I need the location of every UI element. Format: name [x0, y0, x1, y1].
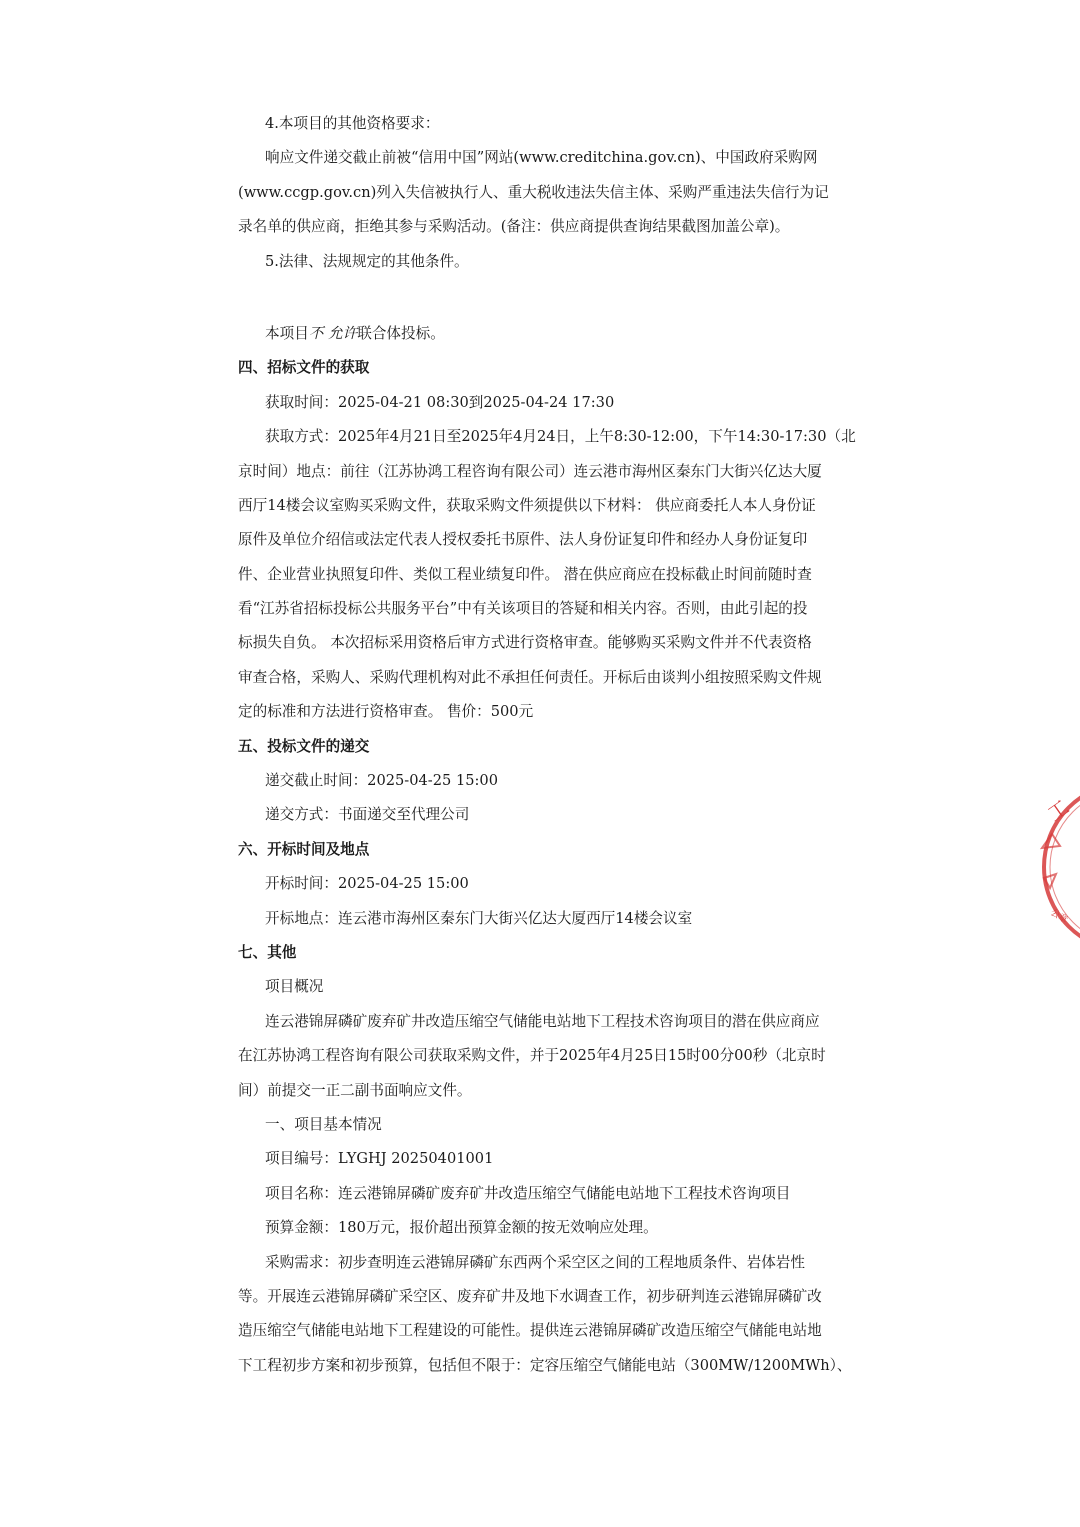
needs-line: 采购需求：初步查明连云港锦屏磷矿东西两个采空区之间的工程地质条件、岩体岩性: [265, 1253, 805, 1271]
acquire-line: 审查合格，采购人、采购代理机构对此不承担任何责任。开标后由谈判小组按照采购文件规: [238, 668, 822, 686]
section-7-title: 七、其他: [238, 943, 297, 961]
open-time: 开标时间：2025-04-25 15:00: [265, 875, 469, 893]
acquire-line: 看“江苏省招标投标公共服务平台”中有关该项目的答疑和相关内容。否则，由此引起的投: [238, 600, 808, 618]
overview-paragraph: [238, 1005, 850, 1108]
acquire-line: 西厅14楼会议室购买采购文件，获取采购文件须提供以下材料： 供应商委托人本人身份证: [238, 496, 816, 514]
budget-amount: 预算金额：180万元，报价超出预算金额的按无效响应处理。: [265, 1219, 658, 1237]
section-5-title: 五、投标文件的递交: [238, 737, 370, 755]
needs-paragraph: [238, 1246, 850, 1384]
req4-line: (www.ccgp.gov.cn)列入失信被执行人、重大税收违法失信主体、采购严重违法失信行为记: [238, 183, 829, 201]
section-4-title: 四、招标文件的获取: [238, 359, 370, 377]
needs-line: 等。开展连云港锦屏磷矿采空区、废弃矿井及地下水调查工作，初步研判连云港锦屏磷矿改: [238, 1287, 822, 1305]
joint-bid-text: [238, 317, 850, 351]
needs-line: 造压缩空气储能电站地下工程建设的可能性。提供连云港锦屏磷矿改造压缩空气储能电站地: [238, 1322, 822, 1340]
spacer: [238, 279, 850, 317]
needs-line: 下工程初步方案和初步预算，包括但不限于：定容压缩空气储能电站（300MW/1200MWh）、: [238, 1356, 852, 1374]
seal-char: 公章: [1048, 907, 1070, 926]
overview-title: 项目概况: [265, 978, 324, 996]
acquire-method-paragraph: [238, 420, 856, 730]
section-6-title: 六、开标时间及地点: [238, 840, 370, 858]
seal-char: 工: [1043, 794, 1074, 827]
document-page: [238, 107, 856, 1383]
seal-graphic: [1036, 778, 1080, 956]
project-number: 项目编号：LYGHJ 20250401001: [265, 1150, 494, 1168]
submit-method: 递交方式：书面递交至代理公司: [265, 806, 470, 824]
req4-line: 响应文件递交截止前被“信用中国”网站(www.creditchina.gov.cn)、中国政府采购网: [265, 149, 818, 167]
req5-text: 5.法律、法规规定的其他条件。: [265, 252, 469, 270]
req4-line: 录名单的供应商，拒绝其参与采购活动。(备注：供应商提供查询结果截图加盖公章)。: [238, 218, 790, 236]
project-name: 项目名称：连云港锦屏磷矿废弃矿井改造压缩空气储能电站地下工程技术咨询项目: [265, 1184, 791, 1202]
acquire-line: 标损失自负。 本次招标采用资格后审方式进行资格审查。能够购买采购文件并不代表资格: [238, 634, 812, 652]
acquire-line: 京时间）地点：前往（江苏协鸿工程咨询有限公司）连云港市海州区秦东门大街兴亿达大厦: [238, 462, 822, 480]
overview-line: 间）前提交一正二副书面响应文件。: [238, 1081, 472, 1099]
acquire-line: 获取方式：2025年4月21日至2025年4月24日，上午8:30-12:00，下午14:30-17:30（北: [265, 428, 856, 446]
official-seal: [1036, 778, 1080, 956]
submit-deadline: 递交截止时间：2025-04-25 15:00: [265, 772, 498, 790]
overview-line: 在江苏协鸿工程咨询有限公司获取采购文件，并于2025年4月25日15时00分00秒（北京时: [238, 1047, 826, 1065]
req4-title: 4.本项目的其他资格要求：: [265, 115, 440, 132]
acquire-line: 原件及单位介绍信或法定代表人授权委托书原件、法人身份证复印件和经办人身份证复印: [238, 531, 808, 549]
acquire-line: 定的标准和方法进行资格审查。 售价：500元: [238, 703, 534, 721]
overview-line: 连云港锦屏磷矿废弃矿井改造压缩空气储能电站地下工程技术咨询项目的潜在供应商应: [265, 1012, 820, 1030]
acquire-line: 件、企业营业执照复印件、类似工程业绩复印件。 潜在供应商应在投标截止时间前随时查: [238, 565, 812, 583]
basic-info-title: 一、项目基本情况: [265, 1115, 382, 1133]
joint-prefix: 本项目: [265, 324, 309, 342]
open-place: 开标地点：连云港市海州区秦东门大街兴亿达大厦西厅14楼会议室: [265, 909, 693, 927]
acquire-time: 获取时间：2025-04-21 08:30到2025-04-24 17:30: [265, 393, 615, 411]
joint-italic: 不 允许: [308, 324, 358, 342]
joint-suffix: 联合体投标。: [357, 324, 445, 342]
req4-paragraph: [238, 141, 850, 244]
